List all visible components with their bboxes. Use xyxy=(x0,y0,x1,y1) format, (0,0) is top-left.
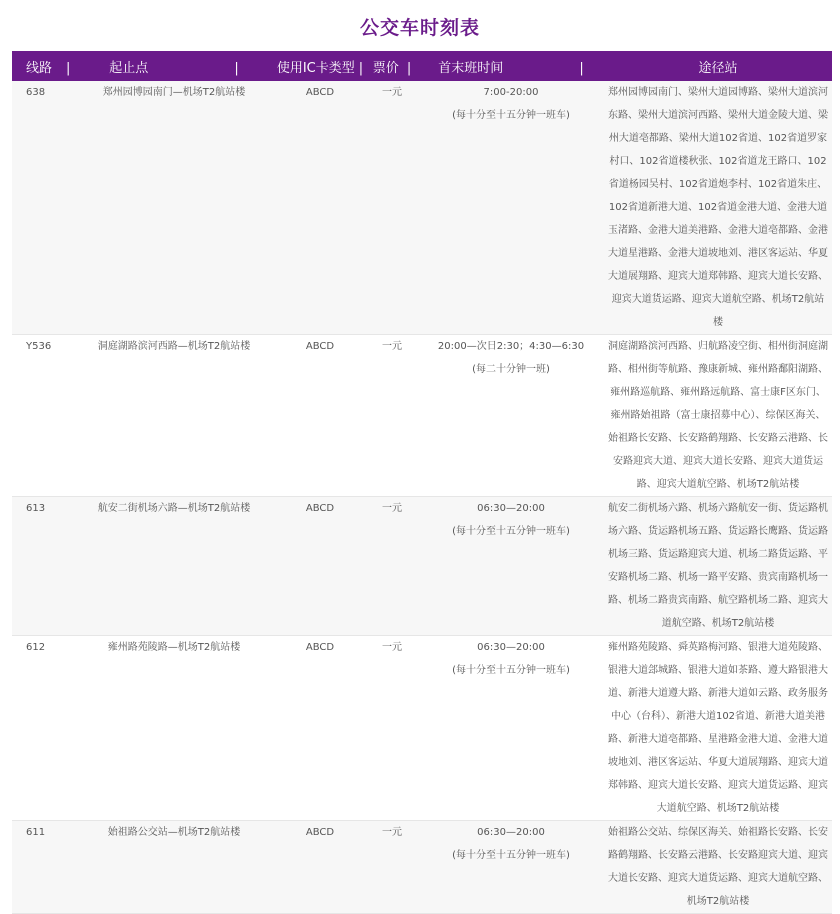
route-number: Y536 xyxy=(26,341,52,352)
interval: (每十分至十五分钟一班车) xyxy=(452,110,570,121)
service-time xyxy=(418,636,604,821)
stops-list: 洞庭湖路滨河西路、归航路凌空街、相州街洞庭湖路、相州街等航路、豫康新城、雍州路鄱阳湖路、雍州路巡航路、雍州路远航路、富士康F区东门、雍州路始祖路（富士康招募中心）、综保区海关、始祖路长安路、长安路鹤翔路、长安路云港路、长安路迎宾大道、迎宾大道长安路、迎宾大道货运路、迎宾大道航空路、机场T2航站楼 xyxy=(608,341,828,490)
route-endpoints: 始祖路公交站—机场T2航站楼 xyxy=(107,827,241,838)
header-time: 首末班时间 | xyxy=(438,60,584,76)
service-time xyxy=(418,821,604,914)
fare: 一元 xyxy=(382,87,402,98)
header-route: 线路 | xyxy=(26,60,71,76)
fare: 一元 xyxy=(382,503,402,514)
card-type: ABCD xyxy=(305,503,335,514)
fare: 一元 xyxy=(382,341,402,352)
header-separator: | xyxy=(358,60,364,76)
time-range: 7:00-20:00 xyxy=(483,87,539,98)
card-type: ABCD xyxy=(305,642,335,653)
card-type: ABCD xyxy=(305,341,335,352)
header-separator: | xyxy=(234,60,239,76)
route-number: 638 xyxy=(26,87,46,98)
route-endpoints: 洞庭湖路滨河西路—机场T2航站楼 xyxy=(97,341,251,352)
time-range: 06:30—20:00 xyxy=(477,827,545,838)
service-time xyxy=(418,81,604,335)
time-range: 06:30—20:00 xyxy=(477,503,545,514)
card-type: ABCD xyxy=(305,827,335,838)
bus-schedule-table xyxy=(12,51,832,914)
interval: (每十分至十五分钟一班车) xyxy=(452,526,570,537)
route-number: 612 xyxy=(26,642,46,653)
stops-list: 始祖路公交站、综保区海关、始祖路长安路、长安路鹤翔路、长安路云港路、长安路迎宾大道、迎宾大道长安路、迎宾大道货运路、迎宾大道航空路、机场T2航站楼 xyxy=(608,827,828,907)
route-number: 611 xyxy=(26,827,46,838)
interval: (每十分至十五分钟一班车) xyxy=(452,850,570,861)
table-row xyxy=(12,497,832,636)
time-range: 06:30—20:00 xyxy=(477,642,545,653)
header-fare: 票价 | xyxy=(372,60,412,76)
stops-list: 雍州路苑陵路、舜英路梅河路、银港大道苑陵路、银港大道郐城路、银港大道如茶路、遵大路银港大道、新港大道遵大路、新港大道如云路、政务服务中心（台科）、新港大道102省道、新港大道美港路、新港大道亳都路、星港路金港大道、金港大道坡地刘、港区客运站、华夏大道展翔路、迎宾大道郑韩路、迎宾大道长安路、迎宾大道货运路、迎宾大道航空路、机场T2航站楼 xyxy=(608,642,828,814)
table-header-row xyxy=(12,51,832,81)
route-number: 613 xyxy=(26,503,46,514)
card-type: ABCD xyxy=(305,87,335,98)
header-stops: 途径站 xyxy=(698,60,738,76)
page-title: 公交车时刻表 xyxy=(359,17,480,39)
table-row xyxy=(12,821,832,914)
header-endpoints: 起止点 | xyxy=(109,60,239,76)
time-range: 20:00—次日2:30；4:30—6:30 xyxy=(437,341,585,352)
table-row xyxy=(12,636,832,821)
fare: 一元 xyxy=(382,642,402,653)
route-endpoints: 郑州园博园南门—机场T2航站楼 xyxy=(102,87,246,98)
header-separator: | xyxy=(579,60,584,76)
header-card-type: 使用IC卡类型 | xyxy=(276,60,364,76)
stops-list: 郑州园博园南门、梁州大道园博路、梁州大道滨河东路、梁州大道滨河西路、梁州大道金陵大道、梁州大道亳都路、梁州大道102省道、102省道罗家村口、102省道楼秋张、102省道龙王路口、102省道杨园吴村、102省道炮李村、102省道朱庄、102省道新港大道、102省道金港大道、金港大道玉渚路、金港大道美港路、金港大道亳都路、金港大道星港路、金港大道坡地刘、港区客运站、华夏大道展翔路、迎宾大道郑韩路、迎宾大道长安路、迎宾大道货运路、迎宾大道航空路、机场T2航站楼 xyxy=(608,87,828,328)
interval: (每十分至十五分钟一班车) xyxy=(452,665,570,676)
table-row xyxy=(12,81,832,335)
route-endpoints: 雍州路苑陵路—机场T2航站楼 xyxy=(107,642,241,653)
service-time xyxy=(418,335,604,497)
stops-list: 航安二街机场六路、机场六路航安一街、货运路机场六路、货运路机场五路、货运路长鹰路、货运路机场三路、货运路迎宾大道、机场二路货运路、平安路机场二路、机场一路平安路、贵宾南路机场一路、机场二路贵宾南路、航空路机场二路、迎宾大道航空路、机场T2航站楼 xyxy=(608,503,828,629)
interval: (每二十分钟一班) xyxy=(472,364,550,375)
route-endpoints: 航安二街机场六路—机场T2航站楼 xyxy=(97,503,251,514)
table-row xyxy=(12,335,832,497)
header-separator: | xyxy=(406,60,412,76)
service-time xyxy=(418,497,604,636)
header-separator: | xyxy=(66,60,71,76)
fare: 一元 xyxy=(382,827,402,838)
